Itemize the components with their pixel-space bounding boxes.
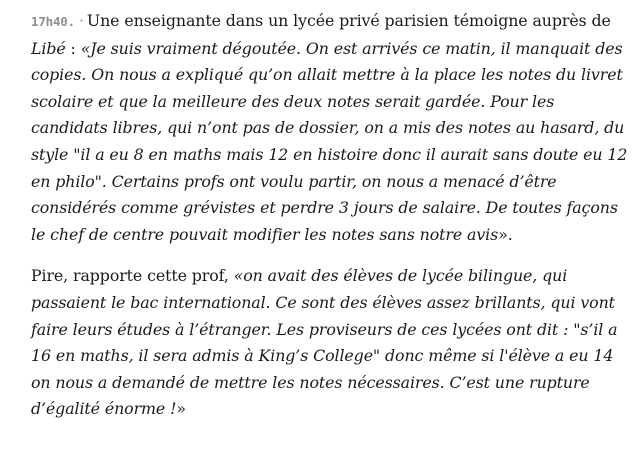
source-name: Libé xyxy=(31,38,66,58)
timestamp: 17h40. xyxy=(31,14,75,29)
paragraph-2 xyxy=(31,263,631,423)
testimony-quote-2: on avait des élèves de lycée bilingue, qui passaient le bac international. Ce sont des élèves assez brillants, qui vont faire leurs études à l’étranger. Les proviseurs de ces lycées ont dit : "s’il a 16 en maths, il sera admis à King’s College" donc même si l'élève a eu 14 on nous a demandé de mettre les notes nécessaires. C’est une rupture d’égalité énorme ! xyxy=(31,266,618,419)
paragraph-2-intro: Pire, rapporte cette prof, xyxy=(31,266,234,286)
source-colon: : xyxy=(65,38,81,58)
quote-close-mark-2: » xyxy=(176,399,186,419)
intro-text: Une enseignante dans un lycée privé parisien témoigne auprès de xyxy=(86,11,611,30)
paragraph-1 xyxy=(31,8,631,248)
quote-open-mark-2: « xyxy=(233,266,244,286)
quote-close-mark: ». xyxy=(498,224,513,244)
quote-open-mark: « xyxy=(80,38,91,58)
testimony-quote: Je suis vraiment dégoutée. On est arrivés ce matin, il manquait des copies. On nous a expliqué qu’on allait mettre à la place les notes du livret scolaire et que la meilleure des deux notes serait gardée. Pour les candidats libres, qui n’ont pas de dossier, on a mis des notes au hasard, du style "il a eu 8 en maths mais 12 en histoire donc il aurait sans doute eu 12 en philo". Certains profs ont voulu partir, on nous a menacé d’être considérés comme grévistes et perdre 3 jours de salaire. De toutes façons le chef de centre pouvait modifier les notes sans notre avis xyxy=(31,38,628,244)
live-entry xyxy=(31,8,631,438)
separator: · xyxy=(78,11,84,30)
